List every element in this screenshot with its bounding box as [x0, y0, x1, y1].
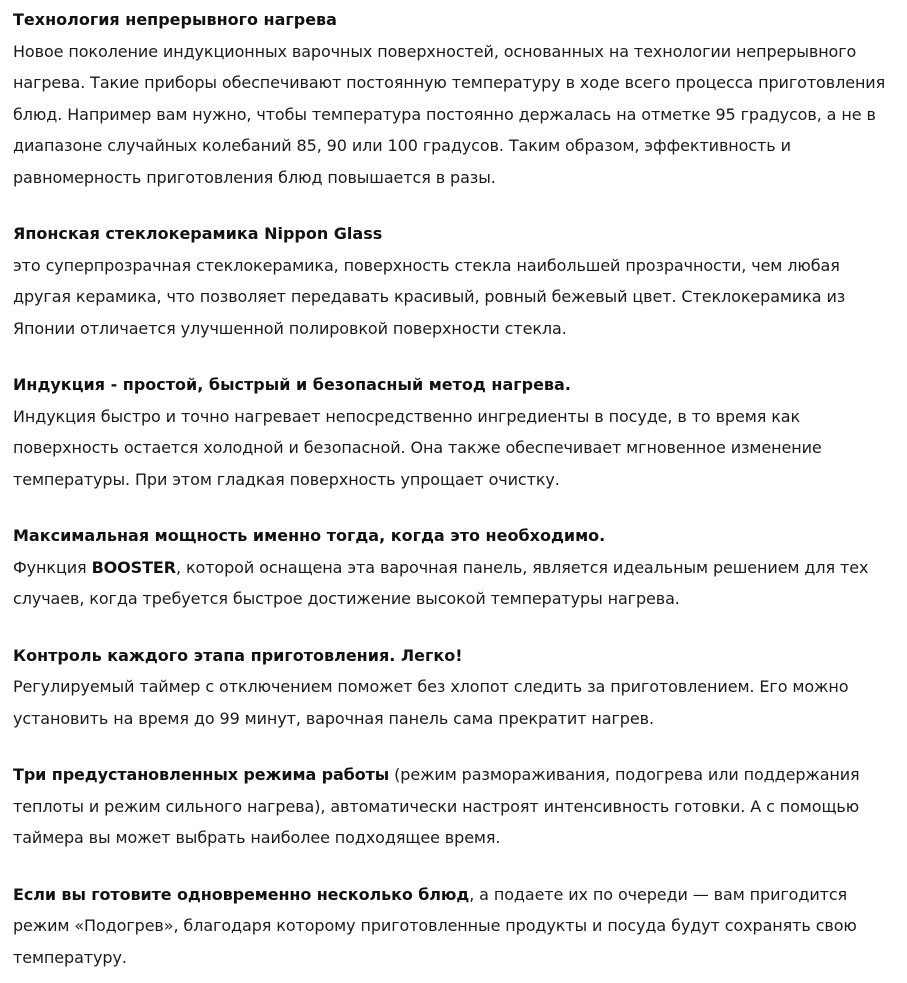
- section-heading: Индукция - простой, быстрый и безопасный метод нагрева.: [13, 375, 571, 394]
- section-timer-control: [13, 640, 897, 735]
- bold-lead: Три предустановленных режима работы: [13, 765, 390, 784]
- section-warming-mode: [13, 879, 897, 974]
- section-heading: Технология непрерывного нагрева: [13, 10, 337, 29]
- body-text-after: , а подаете их по очереди — вам пригодится режим «Подогрев», благодаря которому приготовленные продукты и посуда будут сохранять свою температуру.: [13, 884, 857, 967]
- section-preset-modes: [13, 759, 897, 854]
- section-heading: Японская стеклокерамика Nippon Glass: [13, 224, 383, 243]
- section-body: это суперпрозрачная стеклокерамика, поверхность стекла наибольшей прозрачности, чем любая другая керамика, что позволяет передавать красивый, ровный бежевый цвет. Стеклокерамика из Японии отличается улучшенной полировкой поверхности стекла.: [13, 255, 846, 338]
- section-max-power: [13, 520, 897, 615]
- section-body: [13, 552, 897, 615]
- body-text-after: , которой оснащена эта варочная панель, является идеальным решением для тех случаев, когда требуется быстрое достижение высокой температуры нагрева.: [13, 557, 869, 608]
- section-body: [13, 879, 897, 974]
- section-nippon-glass: [13, 218, 897, 344]
- body-text-after: (режим размораживания, подогрева или поддержания теплоты и режим сильного нагрева), автоматически настроят интенсивность готовки. А с помощью таймера вы может выбрать наиболее подходящее время.: [13, 765, 860, 847]
- section-heading: Максимальная мощность именно тогда, когда это необходимо.: [13, 526, 606, 545]
- section-body: Индукция быстро и точно нагревает непосредственно ингредиенты в посуде, в то время как поверхность остается холодной и безопасной. Она также обеспечивает мгновенное изменение температуры. При этом гладкая поверхность упрощает очистку.: [13, 406, 822, 489]
- section-induction: [13, 369, 897, 495]
- bold-lead: Если вы готовите одновременно несколько блюд: [13, 884, 470, 904]
- section-body: [13, 759, 897, 854]
- section-heading: Контроль каждого этапа приготовления. Легко!: [13, 645, 463, 665]
- section-body: Регулируемый таймер с отключением поможет без хлопот следить за приготовлением. Его можно установить на время до 99 минут, варочная панель сама прекратит нагрев.: [13, 677, 849, 728]
- body-text-before: Функция: [13, 557, 92, 577]
- section-body: Новое поколение индукционных варочных поверхностей, основанных на технологии непрерывного нагрева. Такие приборы обеспечивают постоянную температуру в ходе всего процесса приготовления блюд. Например вам нужно, чтобы температура постоянно держалась на отметке 95 градусов, а не в диапазоне случайных колебаний 85, 90 или 100 градусов. Таким образом, эффективность и равномерность приготовления блюд повышается в разы.: [13, 41, 886, 187]
- section-continuous-heating: [13, 4, 897, 193]
- booster-label: BOOSTER: [91, 557, 176, 577]
